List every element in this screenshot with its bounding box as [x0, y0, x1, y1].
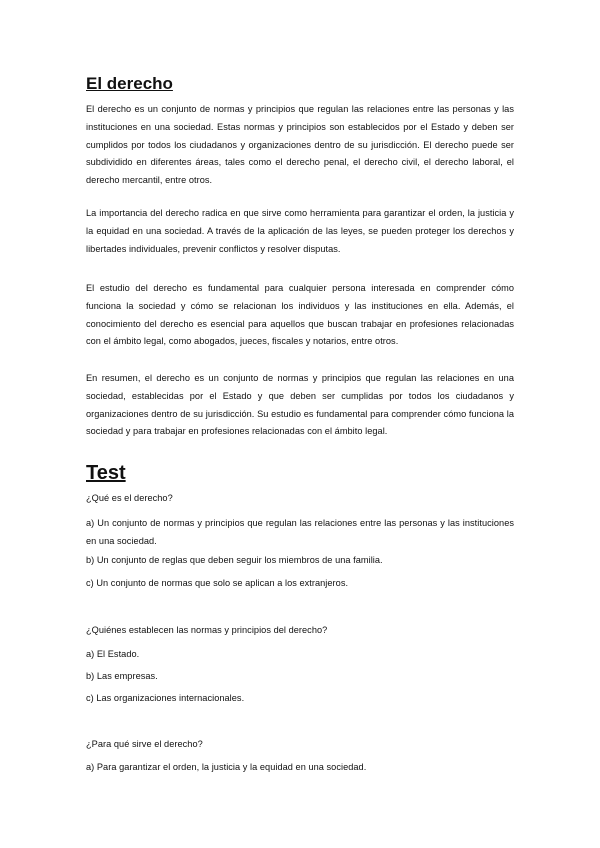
heading-test: Test — [86, 462, 126, 484]
paragraph: La importancia del derecho radica en que sirve como herramienta para garantizar el orden, la justicia y la equidad en una sociedad. A través de la aplicación de las leyes, se pueden proteger los derechos y libertades individuales, prevenir conflictos y resolver disputas. — [86, 208, 514, 254]
paragraph: El derecho es un conjunto de normas y principios que regulan las relaciones entre las personas y las instituciones en una sociedad. Estas normas y principios son establecidos por el Estado y deben ser cumplidos por todos los ciudadanos y organizaciones dentro de su jurisdicción. El derecho puede ser subdividido en diferentes áreas, tales como el derecho penal, el derecho civil, el derecho laboral, el derecho mercantil, entre otros. — [86, 104, 514, 186]
question: ¿Qué es el derecho? — [86, 493, 173, 503]
option: b) Un conjunto de reglas que deben seguir los miembros de una familia. — [86, 555, 383, 565]
option: a) El Estado. — [86, 649, 140, 659]
option: a) Para garantizar el orden, la justicia y la equidad en una sociedad. — [86, 762, 367, 772]
question: ¿Para qué sirve el derecho? — [86, 739, 203, 749]
option: a) Un conjunto de normas y principios que regulan las relaciones entre las personas y las instituciones en una sociedad. — [86, 518, 514, 546]
paragraph: En resumen, el derecho es un conjunto de normas y principios que regulan las relaciones en una sociedad, establecidas por el Estado y que deben ser cumplidas por todos los ciudadanos y organizaciones dentro de su jurisdicción. Su estudio es fundamental para comprender cómo funciona la sociedad y para trabajar en profesiones relacionadas con el ámbito legal. — [86, 373, 514, 437]
section-heading — [86, 74, 514, 94]
question: ¿Quiénes establecen las normas y principios del derecho? — [86, 625, 328, 635]
option: b) Las empresas. — [86, 671, 158, 681]
option: c) Un conjunto de normas que solo se aplican a los extranjeros. — [86, 578, 349, 588]
paragraph: El estudio del derecho es fundamental para cualquier persona interesada en comprender cómo funciona la sociedad y cómo se relacionan los individuos y las instituciones en ella. Además, el conocimiento del derecho es esencial para aquellos que buscan trabajar en profesiones relacionadas con el ámbito legal, como abogados, jueces, fiscales y notarios, entre otros. — [86, 283, 514, 347]
option: c) Las organizaciones internacionales. — [86, 693, 245, 703]
heading-el-derecho: El derecho — [86, 74, 173, 93]
